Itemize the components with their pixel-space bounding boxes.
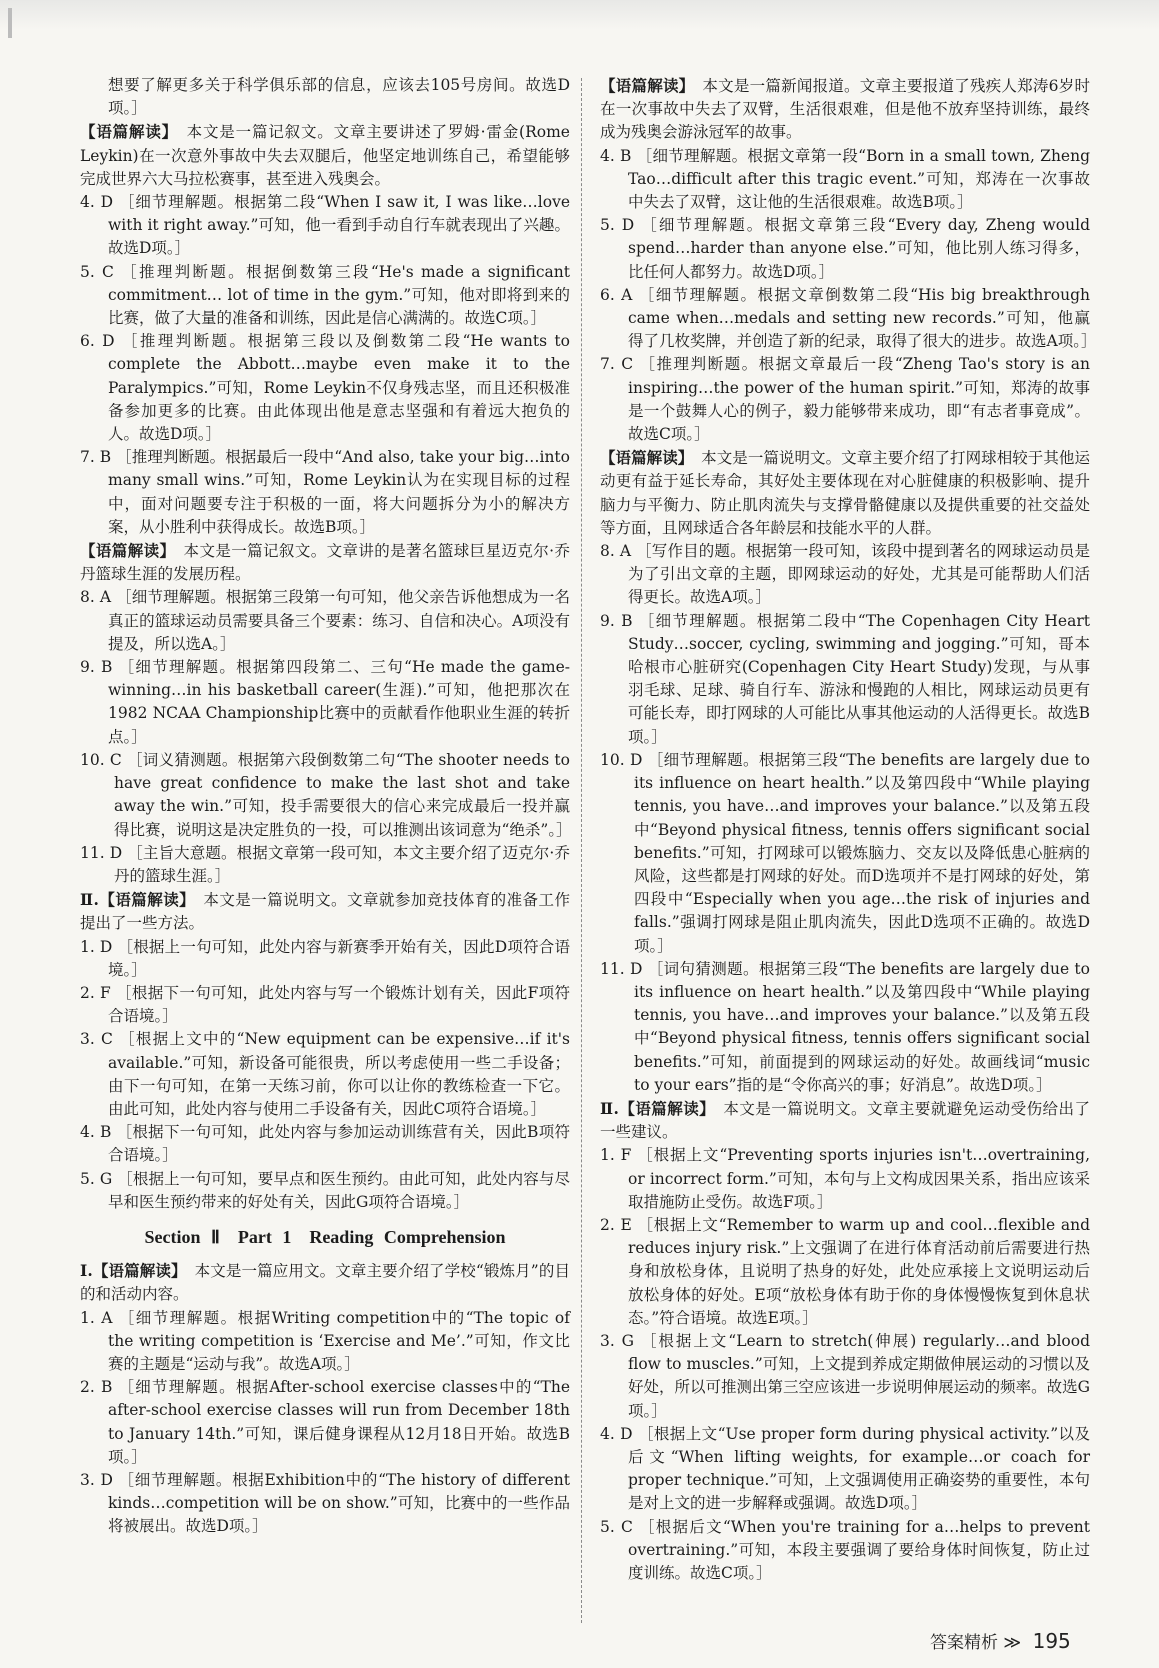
answer-item: 4. D ［根据上文“Use proper form during physical activity.”以及后文“When lifting weights, for example…or coach for proper technique.”可知，上文强调使用正确姿势的重要性，本句是对上文的进一步解释或强调。故选D项。］ (600, 1424, 1090, 1513)
summary-label: Ⅰ.【语篇解读】 (80, 1261, 179, 1281)
answer-item: 3. D ［细节理解题。根据Exhibition中的“The history of different kinds…competition will be on show.”可知，比赛中的一些作品将被展出。故选D项。］ (80, 1470, 570, 1536)
summary-text: 本文是一篇说明文。文章主要介绍了打网球相较于其他运动更有益于延长寿命，其好处主要体现在对心脏健康的积极影响、提升脑力与平衡力、防止肌肉流失与支撑骨骼健康以及提供重要的社交益处等方面，且网球适合各年龄层和技能水平的人群。 (600, 449, 1090, 537)
answer-item: 5. C ［根据后文“When you're training for a…helps to prevent overtraining.”可知，本段主要强调了要给身体时间恢复，防止过度训练。故选C项。］ (600, 1517, 1090, 1582)
answer-item: 8. A ［细节理解题。根据第三段第一句可知，他父亲告诉他想成为一名真正的篮球运动员需要具备三个要素：练习、自信和决心。A项没有提及，所以选A。］ (80, 588, 570, 653)
summary-text: 本文是一篇说明文。文章就参加竞技体育的准备工作提出了一些方法。 (80, 891, 570, 933)
passage-summary (80, 539, 570, 586)
summary-label: Ⅱ.【语篇解读】 (600, 1098, 708, 1118)
column-divider (581, 78, 582, 1623)
summary-label: Ⅱ.【语篇解读】 (80, 890, 188, 910)
summary-label: 【语篇解读】 (600, 448, 686, 468)
answer-item: 5. D ［细节理解题。根据文章第三段“Every day, Zheng would spend…harder than anyone else.”可知，他比别人练习得多，比任何人都努力。故选D项。］ (600, 216, 1090, 281)
answer-item: 2. E ［根据上文“Remember to warm up and cool…flexible and reduces injury risk.”上文强调了在进行体育活动前后需要进行热身和放松身体，且说明了热身的好处，此处应承接上文说明运动后放松身体的好处。E项“放松身体有助于你的身体慢慢恢复到休息状态。”符合语境。故选E项。］ (600, 1215, 1090, 1327)
answer-item: 2. F ［根据下一句可知，此处内容与写一个锻炼计划有关，因此F项符合语境。］ (80, 983, 570, 1026)
answer-item: 6. D ［推理判断题。根据第三段以及倒数第二段“He wants to complete the Abbott…maybe even make it to the Paralympics.”可知，Rome Leykin不仅身残志坚，而且还积极准备参加更多的比赛。由此体现出他是意志坚强和有着远大抱负的人。故选D项。］ (80, 332, 570, 444)
summary-text: 本文是一篇记叙文。文章讲的是著名篮球巨星迈克尔·乔丹篮球生涯的发展历程。 (80, 542, 570, 584)
page-top-shade (0, 0, 1159, 30)
summary-text: 本文是一篇记叙文。文章主要讲述了罗姆·雷金(Rome Leykin)在一次意外事故中失去双腿后，他坚定地训练自己，希望能够完成世界六大马拉松赛事，甚至进入残奥会。 (80, 123, 570, 188)
section-title: Section Ⅱ Part 1 Reading Comprehension (144, 1226, 506, 1247)
footer-label: 答案精析 (930, 1633, 998, 1653)
answer-item: 1. F ［根据上文“Preventing sports injuries isn't…overtraining, or incorrect form.”可知，本句与上文构成因果关系，指出应该采取措施防止受伤。故选F项。］ (600, 1146, 1090, 1211)
answer-item: 11. D ［主旨大意题。根据文章第一段可知，本文主要介绍了迈克尔·乔丹的篮球生涯。］ (80, 843, 570, 885)
answer-continuation: 想要了解更多关于科学俱乐部的信息，应该去105号房间。故选D项。］ (108, 76, 570, 118)
answer-item: 6. A ［细节理解题。根据文章倒数第二段“His big breakthrough came when…medals and setting new records.”可知，他赢得了几枚奖牌，并创造了新的纪录，取得了很大的进步。故选A项。］ (600, 285, 1097, 351)
passage-summary (600, 74, 1090, 145)
footer-arrows: ≫ (1003, 1633, 1022, 1653)
answer-item: 4. B ［根据下一句可知，此处内容与参加运动训练营有关，因此B项符合语境。］ (80, 1123, 570, 1165)
page-footer (930, 1630, 1071, 1655)
answer-item: 1. D ［根据上一句可知，此处内容与新赛季开始有关，因此D项符合语境。］ (80, 937, 570, 979)
answer-item: 2. B ［细节理解题。根据After-school exercise classes中的“The after-school exercise classes will run from December 18th to January 14th.”可知，课后健身课程从12月18日开始。故选B项。］ (80, 1378, 570, 1466)
answer-item: 3. C ［根据上文中的“New equipment can be expensive…if it's available.”可知，新设备可能很贵，所以考虑使用一些二手设备；由下一句可知，在第一天练习前，你可以让你的教练检查一下它。由此可知，此处内容与使用二手设备有关，因此C项符合语境。］ (80, 1030, 570, 1118)
answer-item: 8. A ［写作目的题。根据第一段可知，该段中提到著名的网球运动员是为了引出文章的主题，即网球运动的好处，尤其是可能帮助人们活得更长。故选A项。］ (600, 542, 1090, 607)
summary-label: 【语篇解读】 (600, 76, 687, 95)
passage-summary (80, 888, 570, 935)
answer-item: 3. G ［根据上文“Learn to stretch(伸展) regularly…and blood flow to muscles.”可知，上文提到养成定期做伸展运动的习惯以及好处，所以可推测出第三空应该进一步说明伸展运动的频率。故选G项。］ (600, 1331, 1090, 1420)
page-edge-mark (8, 8, 12, 38)
answer-item: 4. D ［细节理解题。根据第二段“When I saw it, I was like…love with it right away.”可知，他一看到手动自行车就表现出了兴趣。故选D项。］ (80, 193, 570, 258)
answer-item: 5. C ［推理判断题。根据倒数第三段“He's made a significant commitment… lot of time in the gym.”可知，他对即将到来的比赛，做了大量的准备和训练，因此是信心满满的。故选C项。］ (80, 262, 570, 328)
answer-item: 10. C ［词义猜测题。根据第六段倒数第二句“The shooter needs to have great confidence to make the last shot and take away the win.”可知，投手需要很大的信心来完成最后一投并赢得比赛，说明这是决定胜负的一投，可以推测出该词意为“绝杀”。］ (80, 750, 572, 839)
answer-item: 9. B ［细节理解题。根据第四段第二、三句“He made the game-winning…in his basketball career(生涯).”可知，他把那次在1982 NCAA Championship比赛中的贡献看作他职业生涯的转折点。］ (80, 658, 570, 746)
summary-label: 【语篇解读】 (80, 541, 168, 561)
answer-item: 4. B ［细节理解题。根据文章第一段“Born in a small town, Zheng Tao…difficult after this tragic event.”可知，郑涛在一次事故中失去了双臂，这让他的生活很艰难。故选B项。］ (600, 146, 1090, 212)
answer-item: 9. B ［细节理解题。根据第二段中“The Copenhagen City Heart Study…soccer, cycling, swimming and jogging.”可知，哥本哈根市心脏研究(Copenhagen City Heart Study)发现，与从事羽毛球、足球、骑自行车、游泳和慢跑的人相比，网球运动员更有可能长寿，即打网球的人可能比从事其他运动的人活得更长。故选B项。］ (600, 611, 1090, 746)
summary-text: 本文是一篇说明文。文章主要就避免运动受伤给出了一些建议。 (600, 1099, 1090, 1142)
passage-summary (600, 1097, 1090, 1144)
answer-item: 1. A ［细节理解题。根据Writing competition中的“The topic of the writing competition is ‘Exercise and Me’.”可知，作文比赛的主题是“运动与我”。故选A项。］ (80, 1308, 570, 1373)
left-column (80, 74, 570, 1539)
summary-label: 【语篇解读】 (80, 122, 171, 142)
answer-item: 7. B ［推理判断题。根据最后一段中“And also, take your big…into many small wins.”可知，Rome Leykin认为在实现目标的过程中，面对问题要专注于积极的一面，将大问题拆分为小的解决方案，从小胜利中获得成长。故选B项。］ (80, 448, 570, 536)
answer-item: 7. C ［推理判断题。根据文章最后一段“Zheng Tao's story is an inspiring…the power of the human spirit.”可知，郑涛的故事是一个鼓舞人心的例子，毅力能够带来成功，即“有志者事竟成”。故选C项。］ (600, 355, 1090, 444)
summary-text: 本文是一篇应用文。文章主要介绍了学校“锻炼月”的目的和活动内容。 (80, 1262, 570, 1304)
page-number: 195 (1032, 1629, 1071, 1653)
answer-item: 11. D ［词句猜测题。根据第三段“The benefits are largely due to its influence on heart health.”以及第四段中“While playing tennis, you have…and improves your balance.”以及第五段中“Beyond physical fitness, tennis offers significant social benefits.”可知，前面提到的网球运动的好处。故画线词“music to your ears”指的是“令你高兴的事；好消息”。故选D项。］ (600, 959, 1090, 1094)
passage-summary (80, 120, 570, 191)
right-column (600, 74, 1097, 1585)
answer-item: 10. D ［细节理解题。根据第三段“The benefits are largely due to its influence on heart health.”以及第四段中“While playing tennis, you have…and improves your balance.”以及第五段中“Beyond physical fitness, tennis offers significant social benefits.”可知，打网球可以锻炼脑力、交友以及降低患心脏病的风险，这些都是打网球的好处。而D选项并不是打网球的好处，第四段中“Especially when you age…the risk of injuries and falls.”强调打网球是阻止肌肉流失，因此D选项不正确的。故选D项。］ (600, 750, 1090, 955)
passage-summary (80, 1259, 570, 1306)
answer-item: 5. G ［根据上一句可知，要早点和医生预约。由此可知，此处内容与尽早和医生预约带来的好处有关，因此G项符合语境。］ (80, 1169, 570, 1211)
passage-summary (600, 446, 1090, 540)
summary-text: 本文是一篇新闻报道。文章主要报道了残疾人郑涛6岁时在一次事故中失去了双臂，生活很艰难，但是他不放弃坚持训练，最终成为残奥会游泳冠军的故事。 (600, 77, 1090, 142)
